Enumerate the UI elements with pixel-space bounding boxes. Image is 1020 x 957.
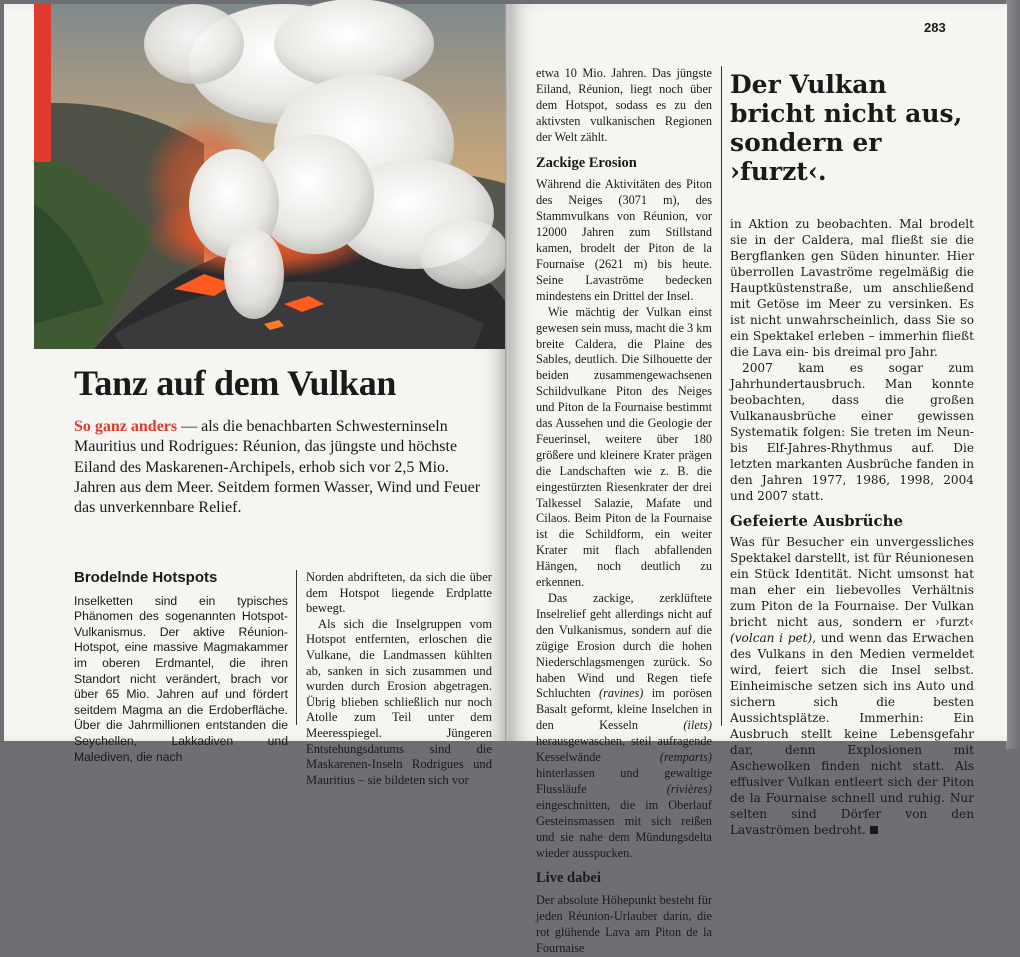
- text-run: Das zackige, zerklüftete Inselrelief geht allerdings nicht auf den Vulkanismus, sondern auf die zügige Erosion durch die hohen Niederschlagsmengen zurück. So haben Wind und Regen tiefe Schluchten: [536, 591, 712, 701]
- body-paragraph: Wie mächtig der Vulkan einst gewesen sein muss, macht die 3 km breite Caldera, die Plaine des Sables, deutlich. Die Silhouette der beiden zusammengewachsenen Schildvulkane Piton des Neiges und Piton de la Fournaise bestimmt das Aussehen und die Geologie der Feuerinsel, weitere über 180 größere und kleinere Krater prägen die Landschaften wie z. B. die eingestürzten Riesenkrater der drei Talkessel Salazie, Mafate und Cilaos. Beim Piton de la Fournaise ist die Schildform, ein weiter Krater mit flach abfallenden Hängen, noch deutlich zu erkennen.: [536, 304, 712, 590]
- subheading-celebrated: Gefeierte Ausbrüche: [730, 512, 904, 530]
- italic-term: (remparts): [659, 750, 712, 765]
- right-column-1: [536, 66, 712, 957]
- intro-paragraph: [74, 417, 494, 518]
- body-paragraph: in Aktion zu beobachten. Mal brodelt sie in der Caldera, mal fließt sie die Bergflanken gen Süden hinunter. Hier überrollen Lavaströme regelmäßig die Hauptküstenstraße, um anschließend mit Getöse im Meer zu versinken. Es ist nicht unwahrscheinlich, dass Sie so ein Spektakel erleben – immerhin fließt die Lava ein- bis dreimal pro Jahr.: [730, 217, 974, 359]
- text-run: im porösen Basalt geformt, kleine Inselchen in den Kesseln: [536, 686, 713, 733]
- chapter-title: Tanz auf dem Vulkan: [74, 363, 397, 403]
- intro-text: — als die benachbarten Schwesterninseln Mauritius und Rodrigues: Réunion, das jüngste und höchste Eiland des Maskarenen-Archipels, erhob sich vor 2,5 Mio. Jahren aus dem Meer. Seitdem formen Wasser, Wind und Feuer das unverkennbare Relief.: [74, 418, 481, 517]
- volcano-photo: [34, 4, 507, 349]
- italic-term: (ravines): [599, 686, 644, 701]
- left-column-1: [74, 570, 288, 765]
- body-paragraph: Norden abdrifteten, da sich die über dem Hotspot liegende Erdplatte bewegt.: [306, 570, 492, 616]
- text-run: hinterlassen und gewaltige Flussläufe: [536, 765, 712, 796]
- text-run: herausgewaschen, steil aufragende Kesselwände: [536, 734, 712, 765]
- subheading-live: Live dabei: [536, 870, 601, 887]
- column-divider: [721, 66, 722, 726]
- text-run: eingeschnitten, die im Oberlauf Gesteinsmassen mit sich reißen und sie nahe dem Mündungsdelta wieder ausspucken.: [536, 797, 712, 860]
- body-paragraph: 2007 kam es sogar zum Jahrhundertausbruch. Man konnte beobachten, dass die großen Vulkanausbrüche einer gewissen Systematik folgen: Sie treten im Neun- bis Elf-Jahres-Rhythmus auf. Die letzten markanten Ausbrüche fanden in den Jahren 1977, 1986, 1998, 2004 und 2007 statt.: [730, 361, 974, 503]
- accent-bar: [34, 4, 51, 162]
- italic-term: (volcan i pet): [730, 631, 813, 645]
- body-paragraph: Als sich die Inselgruppen vom Hotspot entfernten, erloschen die Vulkane, die Landmassen kühlten ab, sanken in sich zusammen und wurden durch Erosion abgetragen. Übrig blieben schließlich nur noch Atolle zum Teil unter dem Meeresspiegel. Jüngeren Entstehungsdatums sind die Maskarenen-Inseln Rodrigues und Mauritius – sie bildeten sich vor: [306, 616, 492, 787]
- text-run: Was für Besucher ein unvergessliches Spektakel darstellt, ist für Réunionesen ein Stück Identität. Nicht umsonst hat man eher ein liebevolles Verhältnis zum Piton de la Fournaise. Der Vulkan bricht nicht aus, sondern er ›furzt‹: [730, 535, 974, 629]
- left-page: [4, 4, 507, 787]
- italic-term: (rivières): [666, 781, 712, 796]
- intro-highlight: So ganz anders: [74, 418, 178, 435]
- right-column-2: [730, 216, 974, 838]
- body-paragraph: [730, 534, 974, 838]
- body-paragraph: [536, 591, 712, 861]
- text-run: , und wenn das Erwachen des Vulkans in den Medien vermeldet wird, feiert sich die Insel selbst. Einheimische setzen sich ins Auto und sichern sich die besten Aussichtsplätze. Immerhin: Ein Ausbruch stellt keine Lebensgefahr dar, denn Explosionen mit Aschewolken finden nicht statt. Als effusiver Vulkan entleert sich der Piton de la Fournaise schnell und ruhig. Nur selten sind Dörfer von den Lavaströmen bedroht.: [730, 631, 974, 837]
- subheading-erosion: Zackige Erosion: [536, 154, 637, 171]
- body-paragraph: etwa 10 Mio. Jahren. Das jüngste Eiland, Réunion, liegt noch über dem Hotspot, sodass es zu den aktivsten vulkanischen Regionen der Welt zählt.: [536, 66, 712, 144]
- italic-term: (ilets): [683, 718, 712, 733]
- body-paragraph: Während die Aktivitäten des Piton des Neiges (3071 m), des Stammvulkans von Réunion, vor 12000 Jahren zum Stillstand kamen, brodelt der Piton de la Fournaise (2621 m) bis heute. Seine Lavaströme bedecken mindestens ein Drittel der Insel.: [536, 177, 712, 303]
- body-paragraph: Der absolute Höhepunkt besteht für jeden Réunion-Urlauber darin, die rot glühende Lava am Piton de la Fournaise: [536, 893, 712, 956]
- column-divider: [296, 570, 297, 725]
- section-heading: Brodelnde Hotspots: [74, 569, 218, 586]
- right-page: [509, 4, 1007, 956]
- pull-quote: Der Vulkan bricht nicht aus, sondern er ›furzt‹.: [730, 70, 963, 186]
- page-number: 283: [924, 20, 946, 35]
- end-mark-icon: [870, 826, 878, 834]
- body-paragraph: Inselketten sind ein typisches Phänomen des sogenannten Hotspot-Vulkanismus. Der aktive Réunion-Hotspot, eine massive Magmakammer im oberen Erdmantel, die ihren Standort nicht verändert, brach vor über 65 Mio. Jahren auf und fördert seitdem Magma an die Erdoberfläche. Über die Jahrmillionen entstanden die Seychellen, Lakkadiven und Malediven, die nach: [74, 593, 288, 764]
- left-column-2: [306, 570, 492, 788]
- book-edge: [1006, 0, 1020, 749]
